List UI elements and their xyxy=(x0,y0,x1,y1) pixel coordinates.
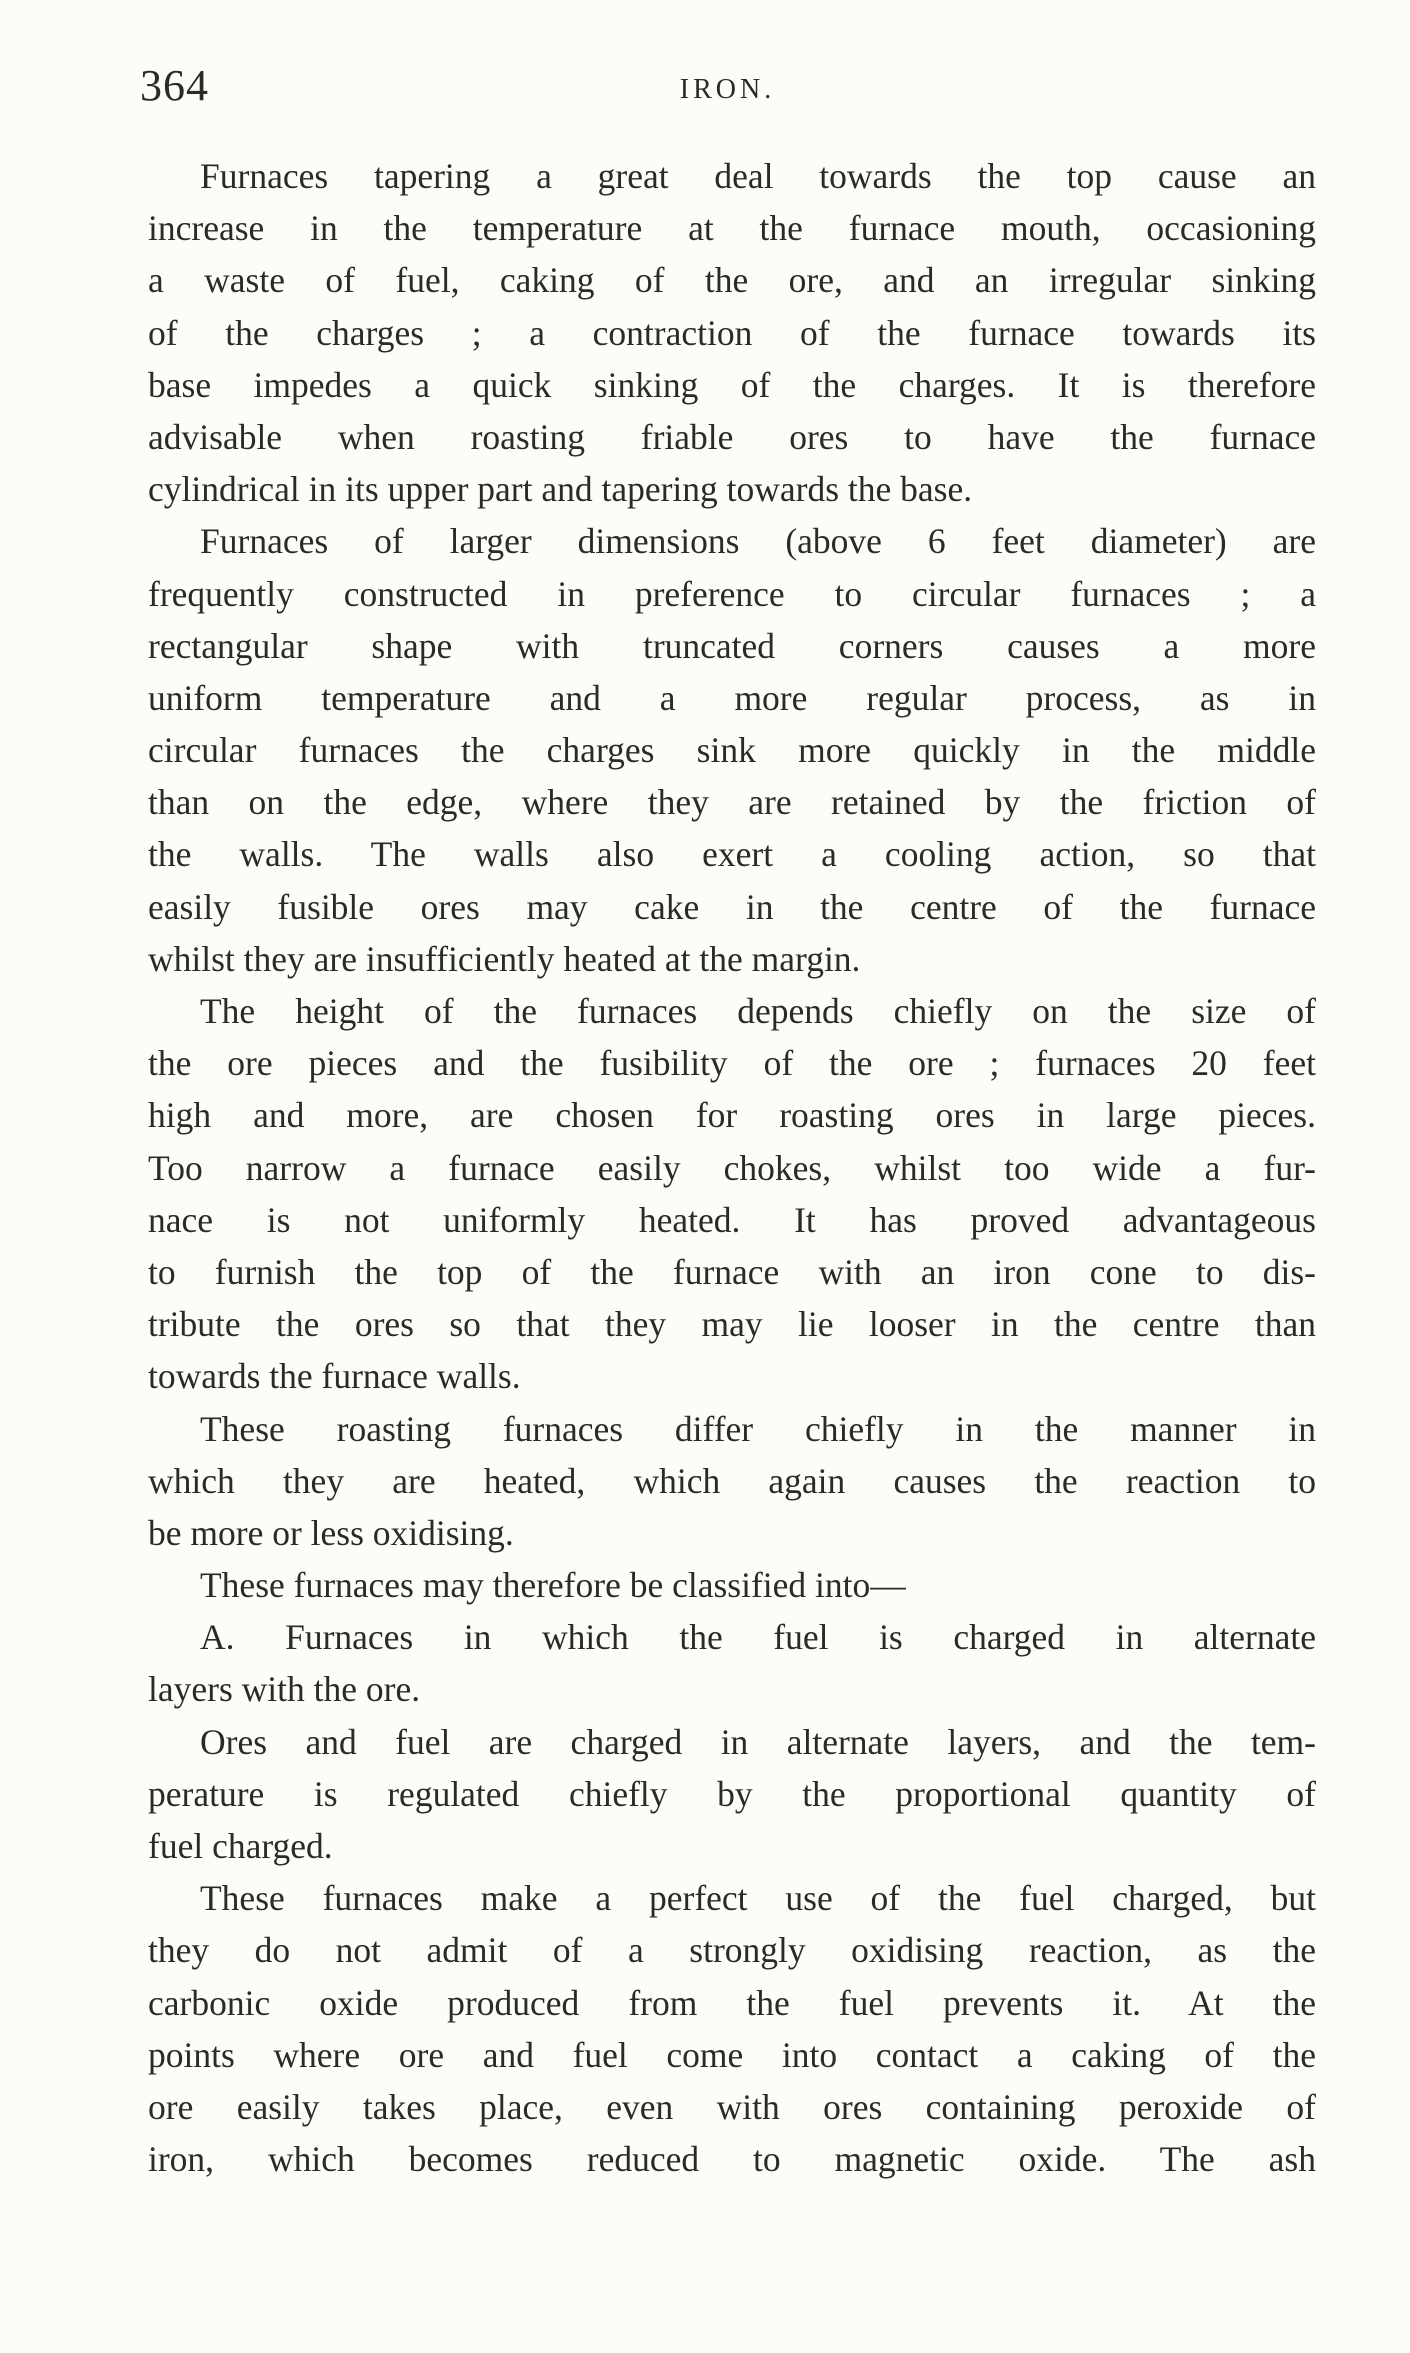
text-line: advisable when roasting friable ores to have the furnace xyxy=(148,416,1316,457)
text-line: circular furnaces the charges sink more quickly in the middle xyxy=(148,730,1316,771)
text-line: A. Furnaces in which the fuel is charged in alternate xyxy=(200,1617,1316,1658)
text-line: Furnaces tapering a great deal towards the top cause an xyxy=(200,156,1316,196)
text-line: they do not admit of a strongly oxidising reaction, as the xyxy=(148,1930,1316,1971)
text-line: cylindrical in its upper part and tapering towards the base. xyxy=(148,469,973,510)
text-line: frequently constructed in preference to circular furnaces ; a xyxy=(148,573,1316,614)
text-line: nace is not uniformly heated. It has proved advantageous xyxy=(148,1199,1316,1240)
text-line: perature is regulated chiefly by the proportional quantity of xyxy=(148,1773,1316,1814)
text-line: Too narrow a furnace easily chokes, whilst too wide a fur- xyxy=(148,1147,1316,1188)
text-line: towards the furnace walls. xyxy=(148,1356,521,1397)
text-line: Furnaces of larger dimensions (above 6 feet diameter) are xyxy=(200,521,1316,562)
text-line: ore easily takes place, even with ores containing peroxide of xyxy=(148,2086,1316,2127)
text-line: iron, which becomes reduced to magnetic oxide. The ash xyxy=(148,2139,1316,2180)
text-line: tribute the ores so that they may lie looser in the centre than xyxy=(148,1304,1316,1345)
text-line: easily fusible ores may cake in the centre of the furnace xyxy=(148,886,1316,927)
text-line: points where ore and fuel come into contact a caking of the xyxy=(148,2034,1316,2075)
text-line: which they are heated, which again causes the reaction to xyxy=(148,1460,1316,1501)
text-line: high and more, are chosen for roasting ores in large pieces. xyxy=(148,1095,1316,1136)
text-line: be more or less oxidising. xyxy=(148,1512,514,1553)
text-line: rectangular shape with truncated corners causes a more xyxy=(148,625,1316,666)
body-text xyxy=(148,150,1316,2185)
text-line: to furnish the top of the furnace with an iron cone to dis- xyxy=(148,1251,1316,1292)
text-line: a waste of fuel, caking of the ore, and an irregular sinking xyxy=(148,260,1316,301)
text-line: uniform temperature and a more regular process, as in xyxy=(148,677,1316,718)
text-line: layers with the ore. xyxy=(148,1669,421,1710)
text-line: The height of the furnaces depends chiefly on the size of xyxy=(200,991,1316,1031)
text-line: fuel charged. xyxy=(148,1826,333,1866)
text-line: than on the edge, where they are retained by the friction of xyxy=(148,782,1316,823)
text-line: Ores and fuel are charged in alternate layers, and the tem- xyxy=(200,1721,1316,1762)
text-line: base impedes a quick sinking of the charges. It is therefore xyxy=(148,364,1316,405)
running-head xyxy=(140,60,1315,120)
text-line: the ore pieces and the fusibility of the ore ; furnaces 20 feet xyxy=(148,1043,1316,1084)
page-number: 364 xyxy=(140,61,209,110)
text-line: increase in the temperature at the furnace mouth, occasioning xyxy=(148,208,1316,249)
text-line: the walls. The walls also exert a cooling action, so that xyxy=(148,834,1316,875)
text-line: of the charges ; a contraction of the furnace towards its xyxy=(148,312,1316,353)
text-line: These furnaces make a perfect use of the fuel charged, but xyxy=(200,1878,1316,1919)
text-line: These furnaces may therefore be classified into— xyxy=(200,1565,906,1606)
text-line: carbonic oxide produced from the fuel prevents it. At the xyxy=(148,1982,1316,2023)
text-line: whilst they are insufficiently heated at the margin. xyxy=(148,938,861,979)
running-title: IRON. xyxy=(679,74,776,105)
text-line: These roasting furnaces differ chiefly in the manner in xyxy=(200,1408,1316,1449)
